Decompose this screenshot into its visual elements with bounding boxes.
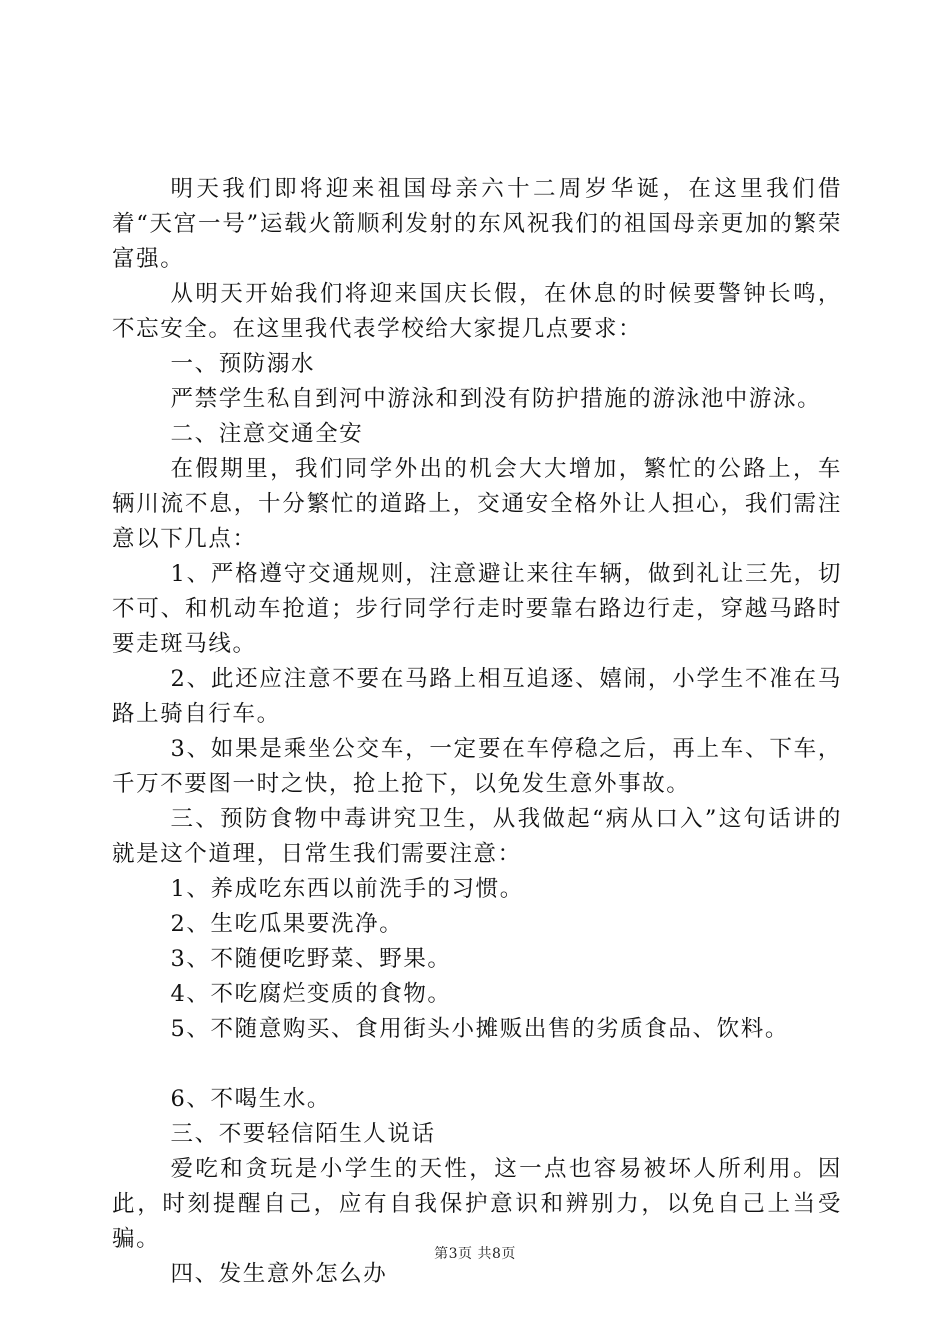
- paragraph-holiday-requirements: 从明天开始我们将迎来国庆长假，在休息的时候要警钟长鸣，不忘安全。在这里我代表学校给大家提几点要求：: [112, 281, 842, 342]
- list-item-no-chasing: 2、此还应注意不要在马路上相互追逐、嬉闹，小学生不准在马路上骑自行车。: [112, 666, 842, 727]
- heading-traffic-safety: 二、注意交通全安: [170, 421, 364, 447]
- heading-accidents: 四、发生意外怎么办: [170, 1261, 388, 1287]
- paragraph-no-swimming: 严禁学生私自到河中游泳和到没有防护措施的游泳池中游泳。: [170, 386, 822, 412]
- list-item-street-food: 5、不随意购买、食用街头小摊贩出售的劣质食品、饮料。: [170, 1016, 789, 1042]
- list-item-no-raw-water: 6、不喝生水。: [170, 1086, 332, 1112]
- list-item-traffic-rules: 1、严格遵守交通规则，注意避让来往车辆，做到礼让三先，切不可、和机动车抢道；步行同学行走时要靠右路边行走，穿越马路时要走斑马线。: [112, 561, 842, 657]
- paragraph-traffic-intro: 在假期里，我们同学外出的机会大大增加，繁忙的公路上，车辆川流不息，十分繁忙的道路上，交通安全格外让人担心，我们需注意以下几点：: [112, 456, 842, 552]
- paragraph-national-day: 明天我们即将迎来祖国母亲六十二周岁华诞，在这里我们借着“天宫一号”运载火箭顺利发射的东风祝我们的祖国母亲更加的繁荣富强。: [112, 176, 842, 272]
- heading-food-safety: 三、预防食物中毒讲究卫生，从我做起“病从口入”这句话讲的就是这个道理，日常生我们需要注意：: [112, 806, 842, 867]
- blank-line: [112, 1047, 842, 1082]
- list-item-wash-hands: 1、养成吃东西以前洗手的习惯。: [170, 876, 524, 902]
- page-number: 第3页 共8页: [434, 1246, 516, 1262]
- list-item-wash-fruit: 2、生吃瓜果要洗净。: [170, 911, 404, 937]
- list-item-bus-safety: 3、如果是乘坐公交车，一定要在车停稳之后，再上车、下车，千万不要图一时之快，抢上抢下，以免发生意外事故。: [112, 736, 842, 797]
- document-body: [112, 172, 842, 1292]
- heading-prevent-drowning: 一、预防溺水: [170, 351, 316, 377]
- paragraph-self-protection: 爱吃和贪玩是小学生的天性，这一点也容易被坏人所利用。因此，时刻提醒自己，应有自我保护意识和辨别力，以免自己上当受骗。: [112, 1156, 842, 1252]
- list-item-spoiled-food: 4、不吃腐烂变质的食物。: [170, 981, 452, 1007]
- heading-strangers: 三、不要轻信陌生人说话: [170, 1121, 436, 1147]
- list-item-wild-food: 3、不随便吃野菜、野果。: [170, 946, 452, 972]
